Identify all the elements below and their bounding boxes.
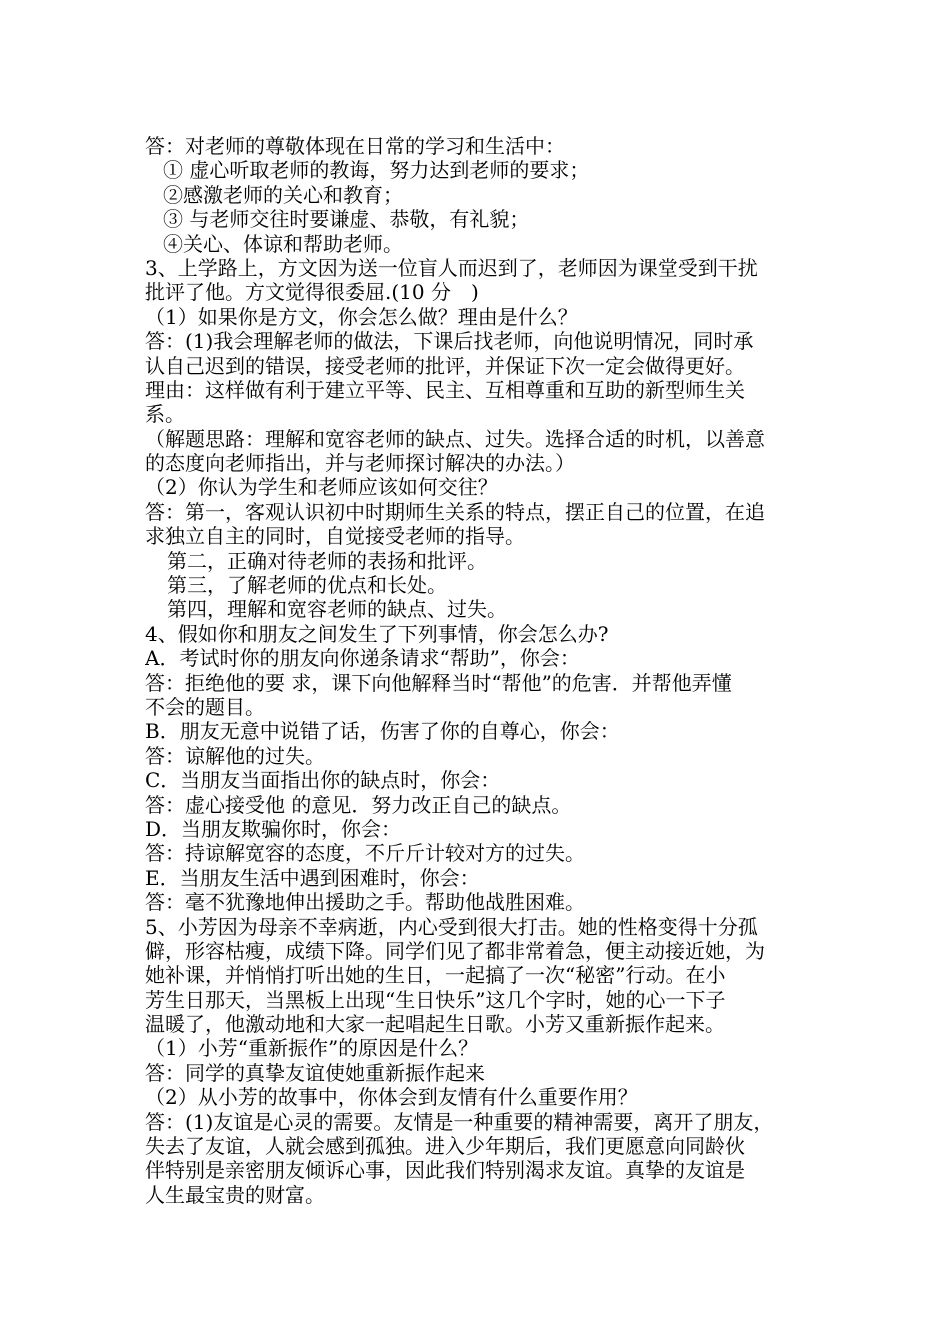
text-line: 芳生日那天，当黑板上出现“生日快乐”这几个字时，她的心一下子 (145, 987, 726, 1012)
text-line: 的态度向老师指出，并与老师探讨解决的办法。） (145, 451, 575, 476)
text-line: E．当朋友生活中遇到困难时，你会： (145, 865, 480, 890)
text-line: 5、小芳因为母亲不幸病逝，内心受到很大打击。她的性格变得十分孤 (145, 914, 758, 939)
text-line: （1）如果你是方文，你会怎么做？理由是什么？ (145, 304, 578, 329)
text-line: 人生最宝贵的财富。 (145, 1182, 325, 1207)
text-line: 理由：这样做有利于建立平等、民主、互相尊重和互助的新型师生关 (145, 377, 745, 402)
text-line: 3、上学路上，方文因为送一位盲人而迟到了，老师因为课堂受到干扰 (145, 255, 758, 280)
text-line: A．考试时你的朋友向你递条请求“帮助”，你会： (145, 646, 580, 671)
text-line: 4、假如你和朋友之间发生了下列事情，你会怎么办? (145, 621, 609, 646)
text-line: 认自己迟到的错误，接受老师的批评，并保证下次一定会做得更好。 (145, 353, 745, 378)
text-line: ③ 与老师交往时要谦虚、恭敬，有礼貌； (163, 207, 530, 232)
text-line: 答：虚心接受他 的意见．努力改正自己的缺点。 (145, 792, 572, 817)
text-line: 失去了友谊，人就会感到孤独。进入少年期后，我们更愿意向同龄伙 (145, 1134, 745, 1159)
text-line: 温暖了，他激动地和大家一起唱起生日歌。小芳又重新振作起来。 (145, 1012, 725, 1037)
text-line: （2）你认为学生和老师应该如何交往？ (145, 475, 498, 500)
text-line: 答：同学的真挚友谊使她重新振作起来 (145, 1060, 485, 1085)
text-line: （解题思路：理解和宽容老师的缺点、过失。选择合适的时机，以善意 (145, 426, 765, 451)
text-line: （2）从小芳的故事中，你体会到友情有什么重要作用？ (145, 1085, 638, 1110)
text-line: B．朋友无意中说错了话，伤害了你的自尊心，你会： (145, 719, 620, 744)
text-line: 她补课，并悄悄打听出她的生日，一起搞了一次“秘密”行动。在小 (145, 963, 726, 988)
text-line: 答：拒绝他的要 求，课下向他解释当时“帮他”的危害．并帮他弄懂 (145, 670, 732, 695)
text-line: 第四，理解和宽容老师的缺点、过失。 (167, 597, 507, 622)
text-line: 系。 (145, 402, 185, 427)
text-line: 伴特别是亲密朋友倾诉心事，因此我们特别渴求友谊。真挚的友谊是 (145, 1158, 745, 1183)
text-line: D．当朋友欺骗你时，你会： (145, 816, 402, 841)
text-line: ① 虚心听取老师的教诲，努力达到老师的要求； (163, 158, 590, 183)
document-page (145, 134, 815, 1207)
text-line: 答：(1)友谊是心灵的需要。友情是一种重要的精神需要，离开了朋友， (145, 1109, 774, 1134)
text-line: （1）小芳“重新振作”的原因是什么？ (145, 1036, 479, 1061)
text-line: 答：对老师的尊敬体现在日常的学习和生活中： (145, 134, 565, 158)
text-line: 答：谅解他的过失。 (145, 743, 325, 768)
text-line: 答：毫不犹豫地伸出援助之手。帮助他战胜困难。 (145, 890, 585, 915)
text-line: ④关心、体谅和帮助老师。 (163, 231, 403, 256)
text-line: 不会的题目。 (145, 694, 265, 719)
text-line: 僻，形容枯瘦，成绩下降。同学们见了都非常着急，便主动接近她，为 (145, 938, 765, 963)
text-line: 第二，正确对待老师的表扬和批评。 (167, 548, 487, 573)
text-line: C．当朋友当面指出你的缺点时，你会： (145, 768, 501, 793)
text-line: ②感激老师的关心和教育； (163, 182, 403, 207)
text-line: 答：持谅解宽容的态度，不斤斤计较对方的过失。 (145, 841, 585, 866)
text-line: 第三，了解老师的优点和长处。 (167, 573, 447, 598)
text-line: 求独立自主的同时，自觉接受老师的指导。 (145, 524, 525, 549)
text-line: 答：(1)我会理解老师的做法，下课后找老师，向他说明情况，同时承 (145, 329, 754, 354)
text-line: 答：第一，客观认识初中时期师生关系的特点，摆正自己的位置，在追 (145, 499, 765, 524)
text-line: 批评了他。方文觉得很委屈.(10 分 ) (145, 280, 479, 305)
